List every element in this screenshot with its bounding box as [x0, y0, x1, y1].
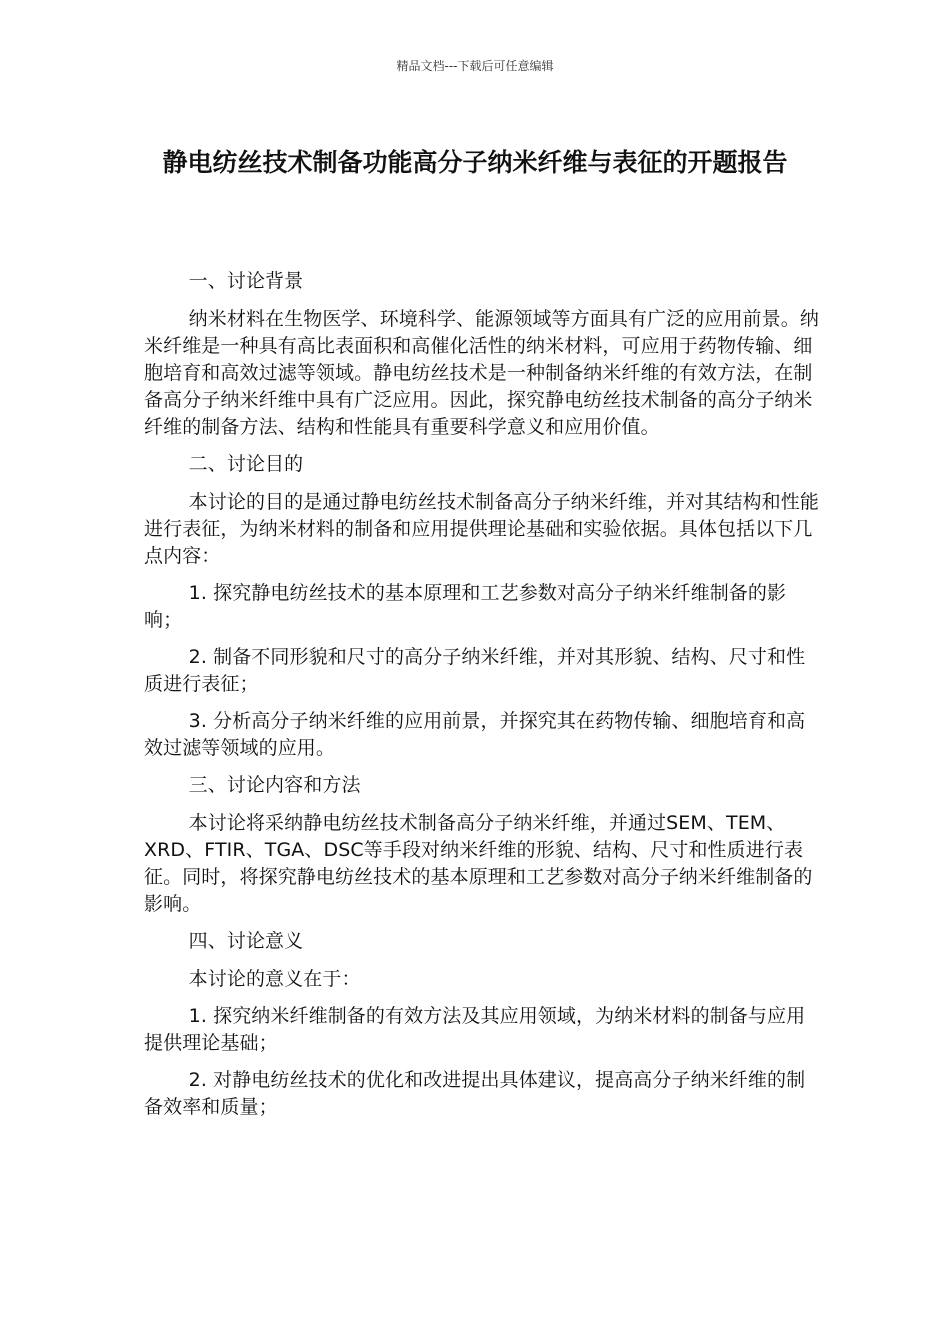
- document-title: 静电纺丝技术制备功能高分子纳米纤维与表征的开题报告: [162, 148, 788, 177]
- paragraph-background: 纳米材料在生物医学、环境科学、能源领域等方面具有广泛的应用前景。纳米纤维是一种具有高比表面积和高催化活性的纳米材料，可应用于药物传输、细胞培育和高效过滤等领域。静电纺丝技术是一种制备纳米纤维的有效方法，在制备高分子纳米纤维中具有广泛应用。因此，探究静电纺丝技术制备的高分子纳米纤维的制备方法、结构和性能具有重要科学意义和应用价值。: [144, 308, 819, 438]
- section-heading-purpose: 二、讨论目的: [188, 453, 304, 475]
- list-item-significance-2: 2. 对静电纺丝技术的优化和改进提出具体建议，提高高分子纳米纤维的制备效率和质量；: [144, 1069, 806, 1118]
- header-note: 精品文档---下载后可任意编辑: [396, 59, 554, 73]
- list-item-purpose-1: 1. 探究静电纺丝技术的基本原理和工艺参数对高分子纳米纤维制备的影响；: [144, 582, 787, 631]
- paragraph-purpose: 本讨论的目的是通过静电纺丝技术制备高分子纳米纤维，并对其结构和性能进行表征，为纳米材料的制备和应用提供理论基础和实验依据。具体包括以下几点内容：: [144, 491, 819, 567]
- section-heading-background: 一、讨论背景: [188, 270, 304, 292]
- paragraph-significance: 本讨论的意义在于：: [188, 968, 361, 990]
- section-heading-significance: 四、讨论意义: [188, 930, 304, 952]
- document-body: [144, 268, 824, 1131]
- list-item-significance-1: 1. 探究纳米纤维制备的有效方法及其应用领域，为纳米材料的制备与应用提供理论基础；: [144, 1005, 806, 1054]
- paragraph-methods: 本讨论将采纳静电纺丝技术制备高分子纳米纤维，并通过SEM、TEM、XRD、FTIR、TGA、DSC等手段对纳米纤维的形貌、结构、尺寸和性质进行表征。同时，将探究静电纺丝技术的基本原理和工艺参数对高分子纳米纤维制备的影响。: [144, 812, 813, 915]
- list-item-purpose-2: 2. 制备不同形貌和尺寸的高分子纳米纤维，并对其形貌、结构、尺寸和性质进行表征；: [144, 646, 806, 695]
- section-heading-methods: 三、讨论内容和方法: [188, 774, 361, 796]
- list-item-purpose-3: 3. 分析高分子纳米纤维的应用前景，并探究其在药物传输、细胞培育和高效过滤等领域的应用。: [144, 710, 806, 759]
